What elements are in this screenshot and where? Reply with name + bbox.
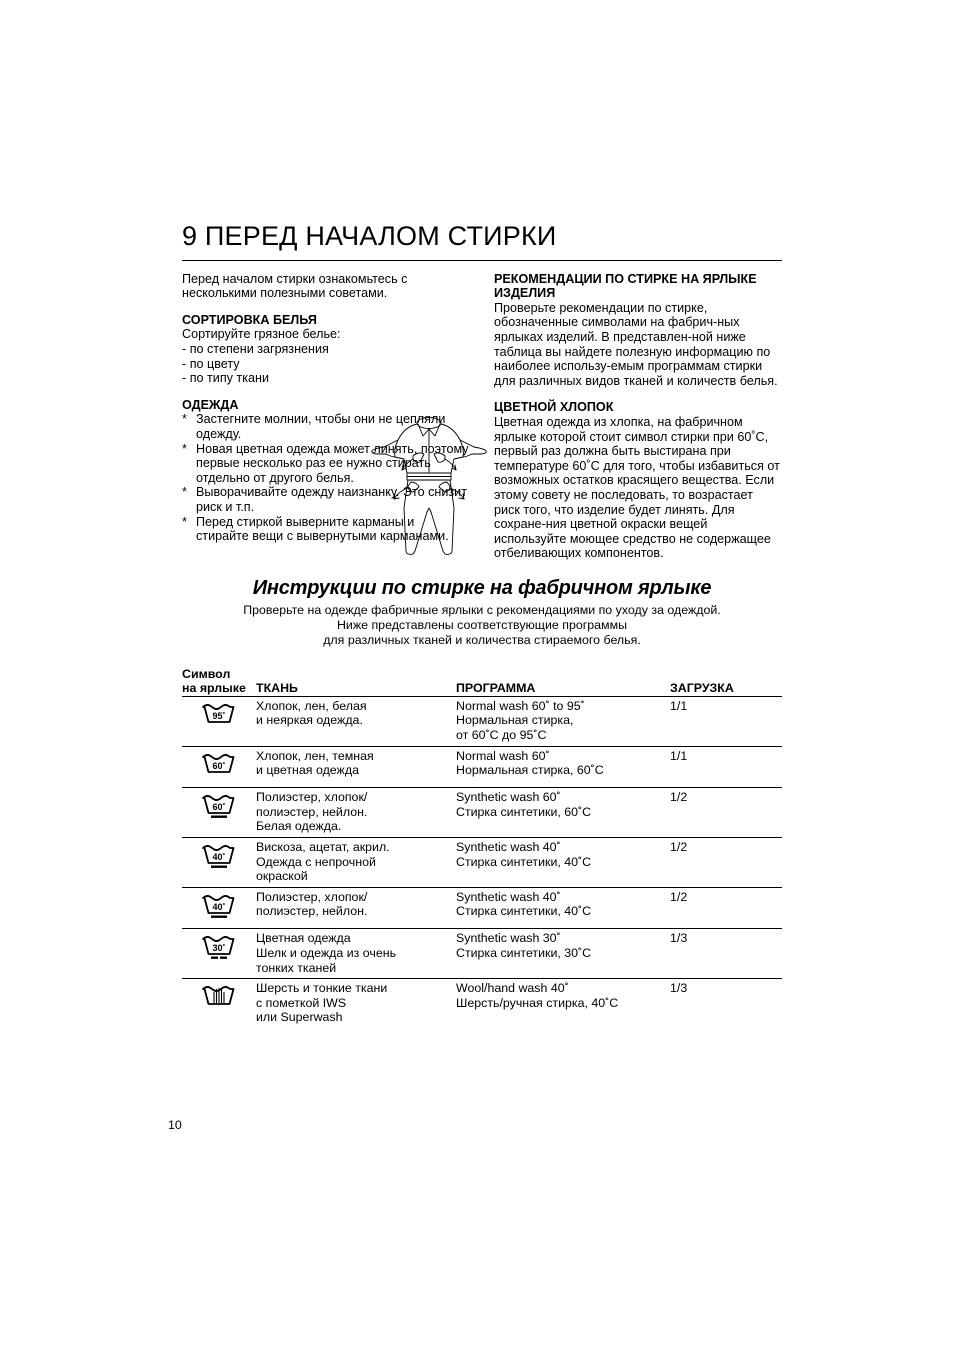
wash-program-table-wrapper bbox=[182, 667, 782, 1028]
cell-line: полиэстер, нейлон. bbox=[256, 804, 368, 819]
tracksuit-turn-pockets-illustration bbox=[370, 412, 488, 567]
symbol-temperature-label: 40˚ bbox=[212, 852, 226, 863]
colored-cotton-heading: ЦВЕТНОЙ ХЛОПОК bbox=[494, 400, 614, 415]
list-item-label: Выворачивайте одежду наизнанку. Это снизит риск и т.п. bbox=[196, 485, 467, 514]
cell-fabric bbox=[256, 696, 456, 746]
care-label-section-heading: Инструкции по стирке на фабричном ярлыке bbox=[252, 576, 712, 599]
page-number: 10 bbox=[168, 1118, 182, 1132]
table-row bbox=[182, 929, 782, 979]
intro-columns bbox=[182, 272, 782, 561]
cell-line: Нормальная стирка, bbox=[456, 713, 574, 728]
column-header-program: ПРОГРАММА bbox=[456, 667, 670, 696]
cell-line: 1/3 bbox=[670, 931, 688, 946]
symbol-temperature-label: 30˚ bbox=[212, 943, 226, 954]
table-body bbox=[182, 696, 782, 1028]
symbol-temperature-label: 60˚ bbox=[212, 802, 226, 813]
cell-line: Полиэстер, хлопок/ bbox=[256, 889, 368, 904]
clothes-heading: ОДЕЖДА bbox=[182, 397, 239, 412]
sorting-lead: Сортируйте грязное белье: bbox=[182, 327, 341, 342]
cell-line: и цветная одежда bbox=[256, 763, 359, 778]
symbol-temperature-label: 95˚ bbox=[212, 710, 226, 721]
cell-line: 1/2 bbox=[670, 889, 688, 904]
cell-program bbox=[456, 929, 670, 979]
cell-fabric bbox=[256, 929, 456, 979]
cell-line: Вискоза, ацетат, акрил. bbox=[256, 839, 390, 854]
cell-line: Synthetic wash 40˚ bbox=[456, 889, 561, 904]
cell-line: Белая одежда. bbox=[256, 819, 342, 834]
cell-symbol bbox=[182, 788, 256, 838]
subtitle-line: Проверьте на одежде фабричные ярлыки с рекомендациями по уходу за одеждой. bbox=[243, 602, 721, 617]
wash-tub-60-bar-icon bbox=[199, 792, 239, 822]
column-header-symbol bbox=[182, 667, 256, 696]
cell-line: Synthetic wash 30˚ bbox=[456, 931, 561, 946]
cell-program bbox=[456, 746, 670, 788]
sorting-heading: СОРТИРОВКА БЕЛЬЯ bbox=[182, 312, 317, 327]
symbol-temperature-label: 60˚ bbox=[212, 760, 226, 771]
list-item: - по цвету bbox=[182, 356, 240, 371]
symbol-very-gentle-dash bbox=[211, 957, 218, 959]
cell-program bbox=[456, 979, 670, 1028]
cell-line: окраской bbox=[256, 869, 308, 884]
subtitle-line: для различных тканей и количества стираемого белья. bbox=[323, 632, 641, 647]
cell-program bbox=[456, 696, 670, 746]
wash-program-table bbox=[182, 667, 782, 1028]
cell-fabric bbox=[256, 837, 456, 887]
cell-symbol bbox=[182, 887, 256, 929]
cell-load bbox=[670, 979, 782, 1028]
cell-line: от 60˚С до 95˚С bbox=[456, 727, 547, 742]
cell-symbol bbox=[182, 746, 256, 788]
wash-tub-40-bar-icon bbox=[199, 842, 239, 872]
cell-program bbox=[456, 887, 670, 929]
wash-tub-30-dots-icon bbox=[199, 933, 239, 963]
table-row bbox=[182, 837, 782, 887]
symbol-temperature-label: 40˚ bbox=[212, 901, 226, 912]
cell-line: Хлопок, лен, белая bbox=[256, 698, 367, 713]
cell-line: Normal wash 60˚ bbox=[456, 748, 550, 763]
cell-program bbox=[456, 837, 670, 887]
list-item-label: Перед стиркой выверните карманы и стирайте вещи с вывернутыми карманами. bbox=[196, 514, 449, 544]
wash-tub-60-icon bbox=[199, 751, 239, 781]
page-title: 9 ПЕРЕД НАЧАЛОМ СТИРКИ bbox=[182, 221, 557, 251]
cell-line: Стирка синтетики, 30˚С bbox=[456, 945, 592, 960]
cell-line: тонких тканей bbox=[256, 960, 337, 975]
title-divider bbox=[182, 260, 782, 261]
symbol-gentle-bar bbox=[211, 915, 227, 917]
cell-symbol bbox=[182, 696, 256, 746]
cell-line: Нормальная стирка, 60˚С bbox=[456, 763, 604, 778]
symbol-gentle-bar bbox=[211, 816, 227, 818]
subtitle-line: Ниже представлены соответствующие программы bbox=[336, 617, 627, 632]
symbol-gentle-bar bbox=[211, 865, 227, 867]
label-recommendations-body: Проверьте рекомендации по стирке, обозначенные символами на фабрич-ных ярлыках изделий. В представлен-ной ниже таблица вы найдете полезную информацию по наиболее использу-емым программам стирки для различных видов тканей и количеств белья. bbox=[494, 300, 778, 388]
cell-line: Synthetic wash 60˚ bbox=[456, 790, 561, 805]
cell-fabric bbox=[256, 979, 456, 1028]
intro-right-column bbox=[494, 272, 782, 561]
cell-load bbox=[670, 929, 782, 979]
table-row bbox=[182, 979, 782, 1028]
cell-line: Шерсть и тонкие ткани bbox=[256, 981, 388, 996]
list-item-label: Застегните молнии, чтобы они не цепляли одежду. bbox=[196, 412, 446, 442]
sorting-list bbox=[182, 342, 470, 386]
cell-line: Одежда с непрочной bbox=[256, 854, 376, 869]
cell-line: 1/3 bbox=[670, 981, 688, 996]
column-header-load: ЗАГРУЗКА bbox=[670, 667, 782, 696]
cell-load bbox=[670, 696, 782, 746]
cell-line: Полиэстер, хлопок/ bbox=[256, 790, 368, 805]
cell-fabric bbox=[256, 746, 456, 788]
cell-line: Шерсть/ручная стирка, 40˚С bbox=[456, 995, 619, 1010]
bullet-star-icon: * bbox=[182, 412, 187, 427]
cell-line: Стирка синтетики, 60˚С bbox=[456, 804, 592, 819]
cell-line: 1/2 bbox=[670, 790, 688, 805]
cell-fabric bbox=[256, 788, 456, 838]
cell-load bbox=[670, 887, 782, 929]
cell-line: Стирка синтетики, 40˚С bbox=[456, 904, 592, 919]
table-row bbox=[182, 788, 782, 838]
column-header-symbol-line2: на ярлыке bbox=[182, 681, 246, 696]
hand-wash-tub-icon bbox=[199, 983, 239, 1013]
bullet-star-icon: * bbox=[182, 485, 187, 500]
colored-cotton-body: Цветная одежда из хлопка, на фабричном ярлыке которой стоит символ стирки при 60˚С, первый раз должна быть выстирана при температуре 60˚С для того, чтобы избавиться от возможных остатков красящего вещества. Если этому совету не последовать, то возрастает риск того, что изделие будет линять. Для сохране-ния цветной окраски вещей используйте моющее средство не содержащее отбеливающих компонентов. bbox=[494, 415, 780, 561]
cell-program bbox=[456, 788, 670, 838]
symbol-very-gentle-dash bbox=[220, 957, 227, 959]
wash-tub-95-icon bbox=[199, 701, 239, 731]
page-content bbox=[182, 222, 782, 1028]
list-item-label: Новая цветная одежда может линять, поэтому первые несколько раз ее нужно стирать отдельно от другого белья. bbox=[196, 441, 469, 485]
list-item: - по степени загрязнения bbox=[182, 342, 329, 357]
cell-line: полиэстер, нейлон. bbox=[256, 904, 368, 919]
cell-load bbox=[670, 837, 782, 887]
cell-fabric bbox=[256, 887, 456, 929]
cell-symbol bbox=[182, 929, 256, 979]
cell-line: и неяркая одежда. bbox=[256, 713, 363, 728]
table-row bbox=[182, 696, 782, 746]
list-item: - по типу ткани bbox=[182, 371, 269, 386]
cell-line: Normal wash 60˚ to 95˚ bbox=[456, 698, 585, 713]
table-row bbox=[182, 887, 782, 929]
table-header-row bbox=[182, 667, 782, 696]
cell-load bbox=[670, 746, 782, 788]
cell-line: Стирка синтетики, 40˚С bbox=[456, 854, 592, 869]
cell-line: с пометкой IWS bbox=[256, 995, 347, 1010]
care-label-section-subtitle bbox=[182, 603, 782, 648]
wash-tub-40-bar-alt-icon bbox=[199, 892, 239, 922]
cell-symbol bbox=[182, 837, 256, 887]
cell-line: Wool/hand wash 40˚ bbox=[456, 981, 569, 996]
cell-line: Synthetic wash 40˚ bbox=[456, 839, 561, 854]
cell-symbol bbox=[182, 979, 256, 1028]
column-header-fabric: ТКАНЬ bbox=[256, 667, 456, 696]
label-recommendations-heading: РЕКОМЕНДАЦИИ ПО СТИРКЕ НА ЯРЛЫКЕ ИЗДЕЛИЯ bbox=[494, 271, 757, 301]
cell-line: или Superwash bbox=[256, 1010, 343, 1025]
intro-lead-text: Перед началом стирки ознакомьтесь с несколькими полезными советами. bbox=[182, 271, 408, 301]
cell-line: Шелк и одежда из очень bbox=[256, 945, 397, 960]
table-row bbox=[182, 746, 782, 788]
cell-line: Хлопок, лен, темная bbox=[256, 748, 374, 763]
cell-load bbox=[670, 788, 782, 838]
bullet-star-icon: * bbox=[182, 441, 187, 456]
cell-line: 1/2 bbox=[670, 839, 688, 854]
intro-left-column bbox=[182, 272, 470, 544]
cell-line: 1/1 bbox=[670, 698, 688, 713]
column-header-symbol-line1: Символ bbox=[182, 666, 231, 681]
bullet-star-icon: * bbox=[182, 514, 187, 529]
cell-line: Цветная одежда bbox=[256, 931, 351, 946]
cell-line: 1/1 bbox=[670, 748, 688, 763]
